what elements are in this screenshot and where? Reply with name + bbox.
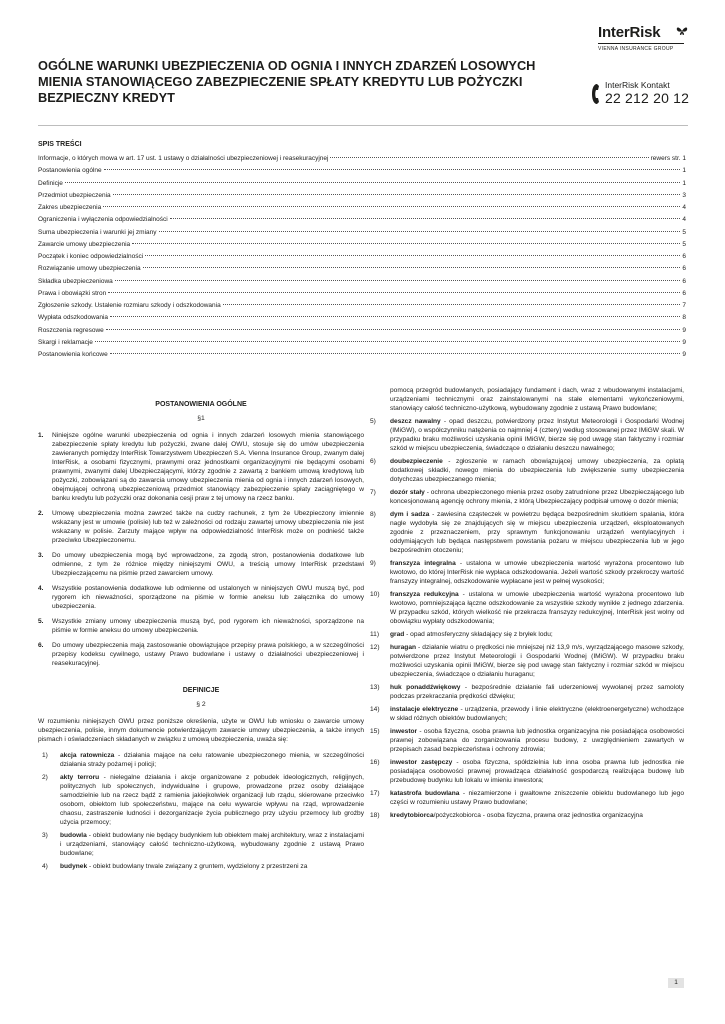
toc-page-number: 9 — [682, 326, 686, 334]
definition-text: - ochrona ubezpieczonego mienia przez osoby zatrudnione przez Ubezpieczającego lub koncesjonowaną agencję ochrony mienia, z którą Ubezpieczający podpisał umowę o dozór mienia; — [390, 489, 685, 505]
definition-number: 14) — [370, 706, 380, 713]
definition-body — [390, 811, 684, 820]
general-provision-item — [38, 641, 364, 668]
definition-number: 12) — [370, 644, 380, 651]
definition-text: - nielegalne działania i akcje organizowane z pobudek ideologicznych, religijnych, politycznych lub społecznych, indywidualne i grupowe, prowadzone przez osoby działające samodzielnie lub na rzecz bądź z ramienia jakiejkolwiek organizacji lub rządu, skierowane przeciwko osobom, obiektom lub społeczeństwu, mające na celu wywarcie wpływu na rząd, wprowadzenie chaosu, zastraszenie ludności i dezorganizacje życia publicznego przy użyciu przemocy lub groźby użycia przemocy; — [60, 774, 364, 826]
definition-number: 2) — [42, 774, 48, 781]
toc-entry-label[interactable]: Roszczenia regresowe — [38, 326, 104, 334]
right-column — [370, 386, 684, 824]
item-number: 3. — [38, 552, 44, 559]
toc-page-number: 3 — [682, 191, 686, 199]
toc-entry-label[interactable]: Postanowienia ogólne — [38, 167, 102, 175]
definition-body — [390, 630, 684, 639]
definition-item — [370, 590, 684, 626]
definition-number: 15) — [370, 728, 380, 735]
contact-phone-number[interactable]: 22 212 20 12 — [605, 90, 690, 106]
definition-item — [38, 773, 364, 827]
phone-icon — [592, 83, 600, 105]
toc-leader-dots — [106, 329, 681, 330]
toc-leader-dots — [108, 292, 680, 293]
paragraph-number: §1 — [197, 415, 205, 422]
toc-leader-dots — [170, 218, 681, 219]
definition-text: - urządzenia, przewody i linie elektryczne (elektroenergetyczne) wchodzące w skład różnych obiektów budowlanych; — [390, 706, 685, 722]
toc-page-number: 6 — [682, 277, 686, 285]
toc-entry-label[interactable]: Prawa i obowiązki stron — [38, 289, 107, 297]
definition-number: 7) — [370, 489, 376, 496]
definition-body — [390, 590, 684, 626]
toc-entry-label[interactable]: Ograniczenia i wyłączenia odpowiedzialności — [38, 216, 168, 224]
item-number: 5. — [38, 618, 44, 625]
definition-term: huk ponaddźwiękowy — [390, 684, 461, 691]
definition-body — [60, 862, 364, 871]
definition-number: 6) — [370, 458, 376, 465]
definition-item — [370, 630, 684, 639]
definition-term: doubezpieczenie — [390, 458, 443, 465]
toc-entry-label[interactable]: Postanowienia końcowe — [38, 351, 108, 358]
toc-page-number: 5 — [682, 228, 686, 236]
definition-text: - osoba fizyczna, spółdzielnia lub inna osoba prawna lub jednostka nie posiadająca osobowości prawnej prowadząca działalność gospodarczą realizująca budowę lub przebudowę budynku lub lokalu w imieniu inwestora; — [390, 759, 684, 784]
definition-number: 4) — [42, 863, 48, 870]
toc-page-number: 1 — [682, 167, 686, 175]
toc-leader-dots — [330, 157, 648, 158]
toc-leader-dots — [110, 316, 680, 317]
definition-number: 1) — [42, 752, 48, 759]
definition-item — [370, 789, 684, 807]
toc-entry-label[interactable]: Suma ubezpieczenia i warunki jej zmiany — [38, 228, 157, 236]
definition-number: 16) — [370, 759, 380, 766]
definition-item — [370, 705, 684, 723]
toc-page-number: 4 — [682, 216, 686, 224]
definition-term: grad — [390, 631, 405, 638]
toc-entry[interactable] — [38, 349, 686, 361]
table-of-contents — [38, 141, 686, 361]
toc-entry-label[interactable]: Skargi i reklamacje — [38, 338, 93, 346]
section-title-definitions: DEFINICJE — [182, 687, 220, 694]
definition-body — [390, 758, 684, 785]
definition-term: akcja ratownicza — [60, 752, 115, 759]
definition-text: - obiekt budowlany nie będący budynkiem lub obiektem małej architektury, wraz z instalacjami i urządzeniami, stanowiący całość techniczno-użytkową, wybudowany zgodnie z ustawą Prawo budowlane; — [60, 832, 364, 857]
toc-leader-dots — [223, 304, 681, 305]
item-text: Wszystkie zmiany umowy ubezpieczenia muszą być, pod rygorem ich nieważności, sporządzone na piśmie w formie aneksu do umowy ubezpieczenia. — [52, 618, 364, 634]
toc-leader-dots — [115, 280, 681, 281]
item-number: 1. — [38, 432, 44, 439]
definition-term: instalacje elektryczne — [390, 706, 459, 713]
toc-leader-dots — [103, 206, 680, 207]
definition-term: budynek — [60, 863, 88, 870]
definition-item — [370, 488, 684, 506]
toc-page-number: rewers str. 1 — [650, 155, 686, 162]
toc-entry[interactable] — [38, 337, 686, 349]
toc-entry-label[interactable]: Zgłoszenie szkody. Ustalenie rozmiaru szkody i odszkodowania — [38, 302, 221, 309]
definition-term: franszyza redukcyjna — [390, 591, 459, 598]
definition-text: - zawiesina cząsteczek w powietrzu będąca bezpośrednim skutkiem spalania, która nagle wydobyła się ze znajdujących się w miejscu ubezpieczenia urządzeń, eksploatowanych zgodnie z przeznaczeniem, przy sprawnym funkcjonowaniu urządzeń wentylacyjnych i oddymiających lub będąca następstwem powstania pożaru w miejscu ubezpieczenia lub w jego bezpośrednim otoczeniu; — [390, 511, 684, 554]
definition-item — [38, 751, 364, 769]
definition-text: - niezamierzone i gwałtowne zniszczenie obiektu budowlanego lub jego części w rozumieniu ustawy Prawo budowlane; — [390, 790, 684, 806]
logo-name: InterRisk — [598, 24, 661, 41]
toc-page-number: 8 — [682, 314, 686, 322]
definition-term: franszyza integralna — [390, 560, 456, 567]
definition-text: - bezpośrednie działanie fali uderzeniowej wywołanej przez samoloty podczas przekraczania prędkości dźwięku; — [390, 684, 684, 700]
toc-entry-label[interactable]: Rozwiązanie umowy ubezpieczenia — [38, 265, 141, 273]
definition-item — [370, 643, 684, 679]
toc-entry[interactable] — [38, 300, 686, 312]
item-text: Do umowy ubezpieczenia mogą być wprowadzone, za zgodą stron, postanowienia dodatkowe lub odmienne, z tym że różnice między niniejszymi OWU, a treścią umowy InterRisk przedstawi Ubezpieczającemu na piśmie przed zawarciem umowy. — [52, 552, 364, 577]
item-text: Wszystkie postanowienia dodatkowe lub odmienne od ustalonych w niniejszych OWU muszą być, pod rygorem ich nieważności, sporządzone na piśmie w formie aneksu lub załącznika do umowy ubezpieczenia. — [52, 585, 364, 610]
toc-entry-label[interactable]: Składka ubezpieczeniowa — [38, 277, 113, 285]
page-number: 1 — [668, 978, 684, 988]
general-provision-item — [38, 431, 364, 503]
toc-leader-dots — [143, 267, 681, 268]
definition-body — [60, 773, 364, 827]
toc-entry[interactable] — [38, 312, 686, 324]
toc-entry[interactable] — [38, 214, 686, 226]
toc-leader-dots — [159, 231, 681, 232]
toc-entry[interactable] — [38, 276, 686, 288]
definition-item — [370, 758, 684, 785]
definition-item — [370, 510, 684, 555]
definition-number: 13) — [370, 684, 380, 691]
definition-item — [370, 811, 684, 820]
toc-entry-label[interactable]: Przedmiot ubezpieczenia — [38, 191, 111, 199]
item-number: 4. — [38, 585, 44, 592]
toc-entry[interactable] — [38, 251, 686, 263]
definition-body — [60, 751, 364, 769]
definition-text: - działanie wiatru o prędkości nie mniejszej niż 13,9 m/s, wyrządzającego masowe szkody, potwierdzone przez Instytut Meteorologii i Gospodarki Wodnej (IMiGW). W przypadku braku możliwości uzyskania opinii IMiGW, bierze się pod uwagę stan faktyczny i rozmiar szkód w miejscu ubezpieczenia, świadczące o działaniu huraganu; — [390, 644, 684, 678]
toc-page-number: 9 — [682, 338, 686, 346]
definition-item — [370, 559, 684, 586]
general-provision-item — [38, 584, 364, 611]
toc-leader-dots — [104, 169, 681, 170]
toc-entry-label[interactable]: Informacje, o których mowa w art. 17 ust. 1 ustawy o działalności ubezpieczeniowej i reasekuracyjnej — [38, 155, 329, 162]
toc-entry-label[interactable]: Definicje — [38, 179, 63, 187]
toc-page-number: 9 — [682, 351, 686, 358]
item-text: Umowę ubezpieczenia można zawrzeć także na cudzy rachunek, z tym że Ubezpieczony imiennie wskazany jest w umowie (polisie) lub też w zależności od rodzaju zawartej umowy ubezpieczenia nie jest wskazany w polisie. Zarzuty mające wpływ na odpowiedzialność InterRisk może on podnieść także przeciwko Ubezpieczonemu. — [52, 510, 364, 544]
definition-body — [390, 559, 684, 586]
definition-term: deszcz nawalny — [390, 418, 441, 425]
toc-leader-dots — [113, 194, 681, 195]
toc-leader-dots — [65, 182, 680, 183]
general-provision-item — [38, 551, 364, 578]
definition-continuation: pomocą przegród budowlanych, posiadający fundament i dach, wraz z wbudowanymi instalacjami, urządzeniami technicznymi oraz zainstalowanymi na stałe elementami wykończeniowymi, stanowiący całość techniczno-użytkową, wybudowany zgodnie z ustawą Prawo budowlane; — [390, 387, 684, 412]
definition-item — [370, 683, 684, 701]
definition-term: kredytobiorca — [390, 812, 434, 819]
toc-entry[interactable] — [38, 325, 686, 337]
toc-page-number: 1 — [682, 179, 686, 187]
general-provision-item — [38, 509, 364, 545]
definition-body — [390, 488, 684, 506]
item-number: 2. — [38, 510, 44, 517]
toc-entry[interactable] — [38, 239, 686, 251]
toc-page-number: 6 — [682, 265, 686, 273]
toc-page-number: 4 — [682, 204, 686, 211]
toc-leader-dots — [145, 255, 680, 256]
toc-entry[interactable] — [38, 153, 686, 165]
definition-body — [390, 683, 684, 701]
definition-body — [390, 727, 684, 754]
definitions-intro: W rozumieniu niniejszych OWU przez poniższe określenia, użyte w OWU lub wniosku o zawarcie umowy ubezpieczenia, polisie, innym dokumencie potwierdzającym zawarcie umowy ubezpieczenia, a także innych pismach i oświadczeniach składanych w związku z umową ubezpieczenia, uważa się: — [38, 718, 364, 743]
definition-text: - opad deszczu, potwierdzony przez Instytut Meteorologii i Gospodarki Wodnej (IMiGW), o współczynniku natężenia co najmniej 4 (cztery) według stosowanej przez IMiGW skali. W przypadku braku możliwości uzyskania opinii IMiGW, bierze się pod uwagę stan faktyczny i rozmiar szkód w miejscu ubezpieczenia, świadczące o działaniu deszczu nawalnego; — [390, 418, 684, 452]
definition-number: 17) — [370, 790, 380, 797]
definition-body — [390, 643, 684, 679]
general-provision-item — [38, 617, 364, 635]
definition-item — [38, 831, 364, 858]
definition-text: - zgłoszenie w ramach obowiązującej umowy ubezpieczenia, za opłatą dodatkowej składki, nowego mienia do ubezpieczenia lub zwiększenie sumy ubezpieczenia dotychczas ubezpieczanego mienia; — [390, 458, 684, 483]
definition-item — [370, 417, 684, 453]
definition-body — [390, 457, 684, 484]
contact-label: InterRisk Kontakt — [605, 80, 670, 90]
left-column — [38, 398, 364, 875]
definition-text: - ustalona w umowie ubezpieczenia wartość wyrażona procentowo lub kwotowo, do której InterRisk nie wypłaca odszkodowania. Jeżeli wartość szkody przekroczy wartość franszyzy integralnej, odszkodowanie wypłacane jest w pełnej wysokości; — [390, 560, 684, 585]
toc-page-number: 7 — [682, 302, 686, 309]
header-divider — [38, 125, 688, 126]
section-title-general: POSTANOWIENIA OGÓLNE — [155, 401, 247, 408]
definition-number: 9) — [370, 560, 376, 567]
definition-number: 11) — [370, 631, 380, 638]
toc-entry[interactable] — [38, 202, 686, 214]
item-text: Niniejsze ogólne warunki ubezpieczenia od ognia i innych zdarzeń losowych mienia stanowiącego zabezpieczenie spłaty kredytu lub pożyczki, zwane dalej OWU, stosuje się do umów ubezpieczenia zawieranych pomiędzy InterRisk Towarzystwem Ubezpieczeń S.A. Vienna Insurance Group, zwanym dalej InterRisk, a osobami fizycznymi, prawnymi oraz jednostkami organizacyjnymi nie będącymi osobami prawnymi, zwanymi dalej Ubezpieczającymi, którzy zgodnie z zawartą z bankiem umową kredytową lub pożyczki, zobowiązani są do zawarcia umowy ubezpieczenia mienia od ognia i innych zdarzeń losowych, obejmującej ochroną ubezpieczeniową przedmiot stanowiący zabezpieczenie spłaty zaciągniętego w banku kredytu lub pożyczki oraz dokonania cesji praw z tej umowy na rzecz banku. — [52, 432, 364, 502]
definition-term: katastrofa budowlana — [390, 790, 460, 797]
toc-leader-dots — [110, 353, 681, 354]
toc-leader-dots — [132, 243, 680, 244]
contact-block — [592, 80, 692, 110]
definition-item — [370, 727, 684, 754]
definition-term: budowla — [60, 832, 87, 839]
toc-entry-label[interactable]: Zakres ubezpieczenia — [38, 204, 102, 211]
butterfly-icon — [676, 26, 688, 36]
toc-entry[interactable] — [38, 263, 686, 275]
definition-text: - działania mające na celu ratowanie ubezpieczonego mienia, w szczególności działania straży pożarnej i policji; — [60, 752, 364, 768]
logo-subtitle: VIENNA INSURANCE GROUP — [598, 43, 684, 52]
definition-text: - opad atmosferyczny składający się z bryłek lodu; — [404, 631, 553, 638]
toc-heading: SPIS TREŚCI — [38, 141, 82, 148]
item-number: 6. — [38, 642, 44, 649]
document-title: OGÓLNE WARUNKI UBEZPIECZENIA OD OGNIA I INNYCH ZDARZEŃ LOSOWYCH MIENIA STANOWIĄCEGO ZABEZPIECZENIE SPŁATY KREDYTU LUB POŻYCZKI BEZPIECZNY KREDYT — [38, 58, 536, 105]
toc-page-number: 6 — [682, 253, 686, 260]
definition-term: dozór stały — [390, 489, 425, 496]
toc-entry-label[interactable]: Zawarcie umowy ubezpieczenia — [38, 240, 131, 248]
definition-text: - obiekt budowlany trwale związany z gruntem, wydzielony z przestrzeni za — [87, 863, 308, 870]
definition-number: 10) — [370, 591, 380, 598]
definition-number: 5) — [370, 418, 376, 425]
definition-text: /pożyczkobiorca - osoba fizyczna, prawna oraz jednostka organizacyjna — [433, 812, 643, 819]
definition-number: 8) — [370, 511, 376, 518]
toc-entry-label[interactable]: Wypłata odszkodowania — [38, 314, 109, 322]
definition-term: akty terroru — [60, 774, 100, 781]
definition-body — [390, 705, 684, 723]
toc-entry-label[interactable]: Początek i koniec odpowiedzialności — [38, 253, 144, 260]
interrisk-logo — [598, 24, 688, 64]
definition-item — [38, 862, 364, 871]
definition-body — [390, 417, 684, 453]
toc-page-number: 6 — [682, 289, 686, 297]
toc-entry[interactable] — [38, 288, 686, 300]
definition-term: inwestor zastępczy — [390, 759, 453, 766]
definition-number: 3) — [42, 832, 48, 839]
definition-term: dym i sadza — [390, 511, 430, 518]
definition-body — [390, 789, 684, 807]
definition-item — [370, 457, 684, 484]
toc-page-number: 5 — [682, 240, 686, 248]
paragraph-number: § 2 — [196, 701, 206, 708]
definition-text: - osoba fizyczna, osoba prawna lub jednostka organizacyjna nie posiadająca osobowości prawnej zobowiązana do zorganizowania procesu budowy, z uwzględnieniem zawartych w przepisach zasad bezpieczeństwa i ochrony zdrowia; — [390, 728, 684, 753]
definition-term: inwestor — [390, 728, 418, 735]
definition-body — [390, 510, 684, 555]
toc-entry[interactable] — [38, 190, 686, 202]
item-text: Do umowy ubezpieczenia mają zastosowanie obowiązujące przepisy prawa polskiego, a w szczególności przepisy kodeksu cywilnego, ustawy Prawo budowlane i ustawy o działalności ubezpieczeniowej i reasekuracyjnej. — [52, 642, 364, 667]
definition-body — [60, 831, 364, 858]
definition-term: huragan — [390, 644, 417, 651]
toc-leader-dots — [95, 341, 680, 342]
definition-text: - ustalona w umowie ubezpieczenia wartość wyrażona procentowo lub kwotowo, pomniejszająca łączne odszkodowanie za wszystkie szkody wynikłe z jednego zdarzenia. W przypadku szkód, których wielkość nie przekracza franszyzy redukcyjnej, InterRisk jest wolny od obowiązku wypłaty odszkodowania; — [390, 591, 684, 625]
toc-entry[interactable] — [38, 227, 686, 239]
definition-number: 18) — [370, 812, 380, 819]
toc-entry[interactable] — [38, 165, 686, 177]
toc-entry[interactable] — [38, 178, 686, 190]
